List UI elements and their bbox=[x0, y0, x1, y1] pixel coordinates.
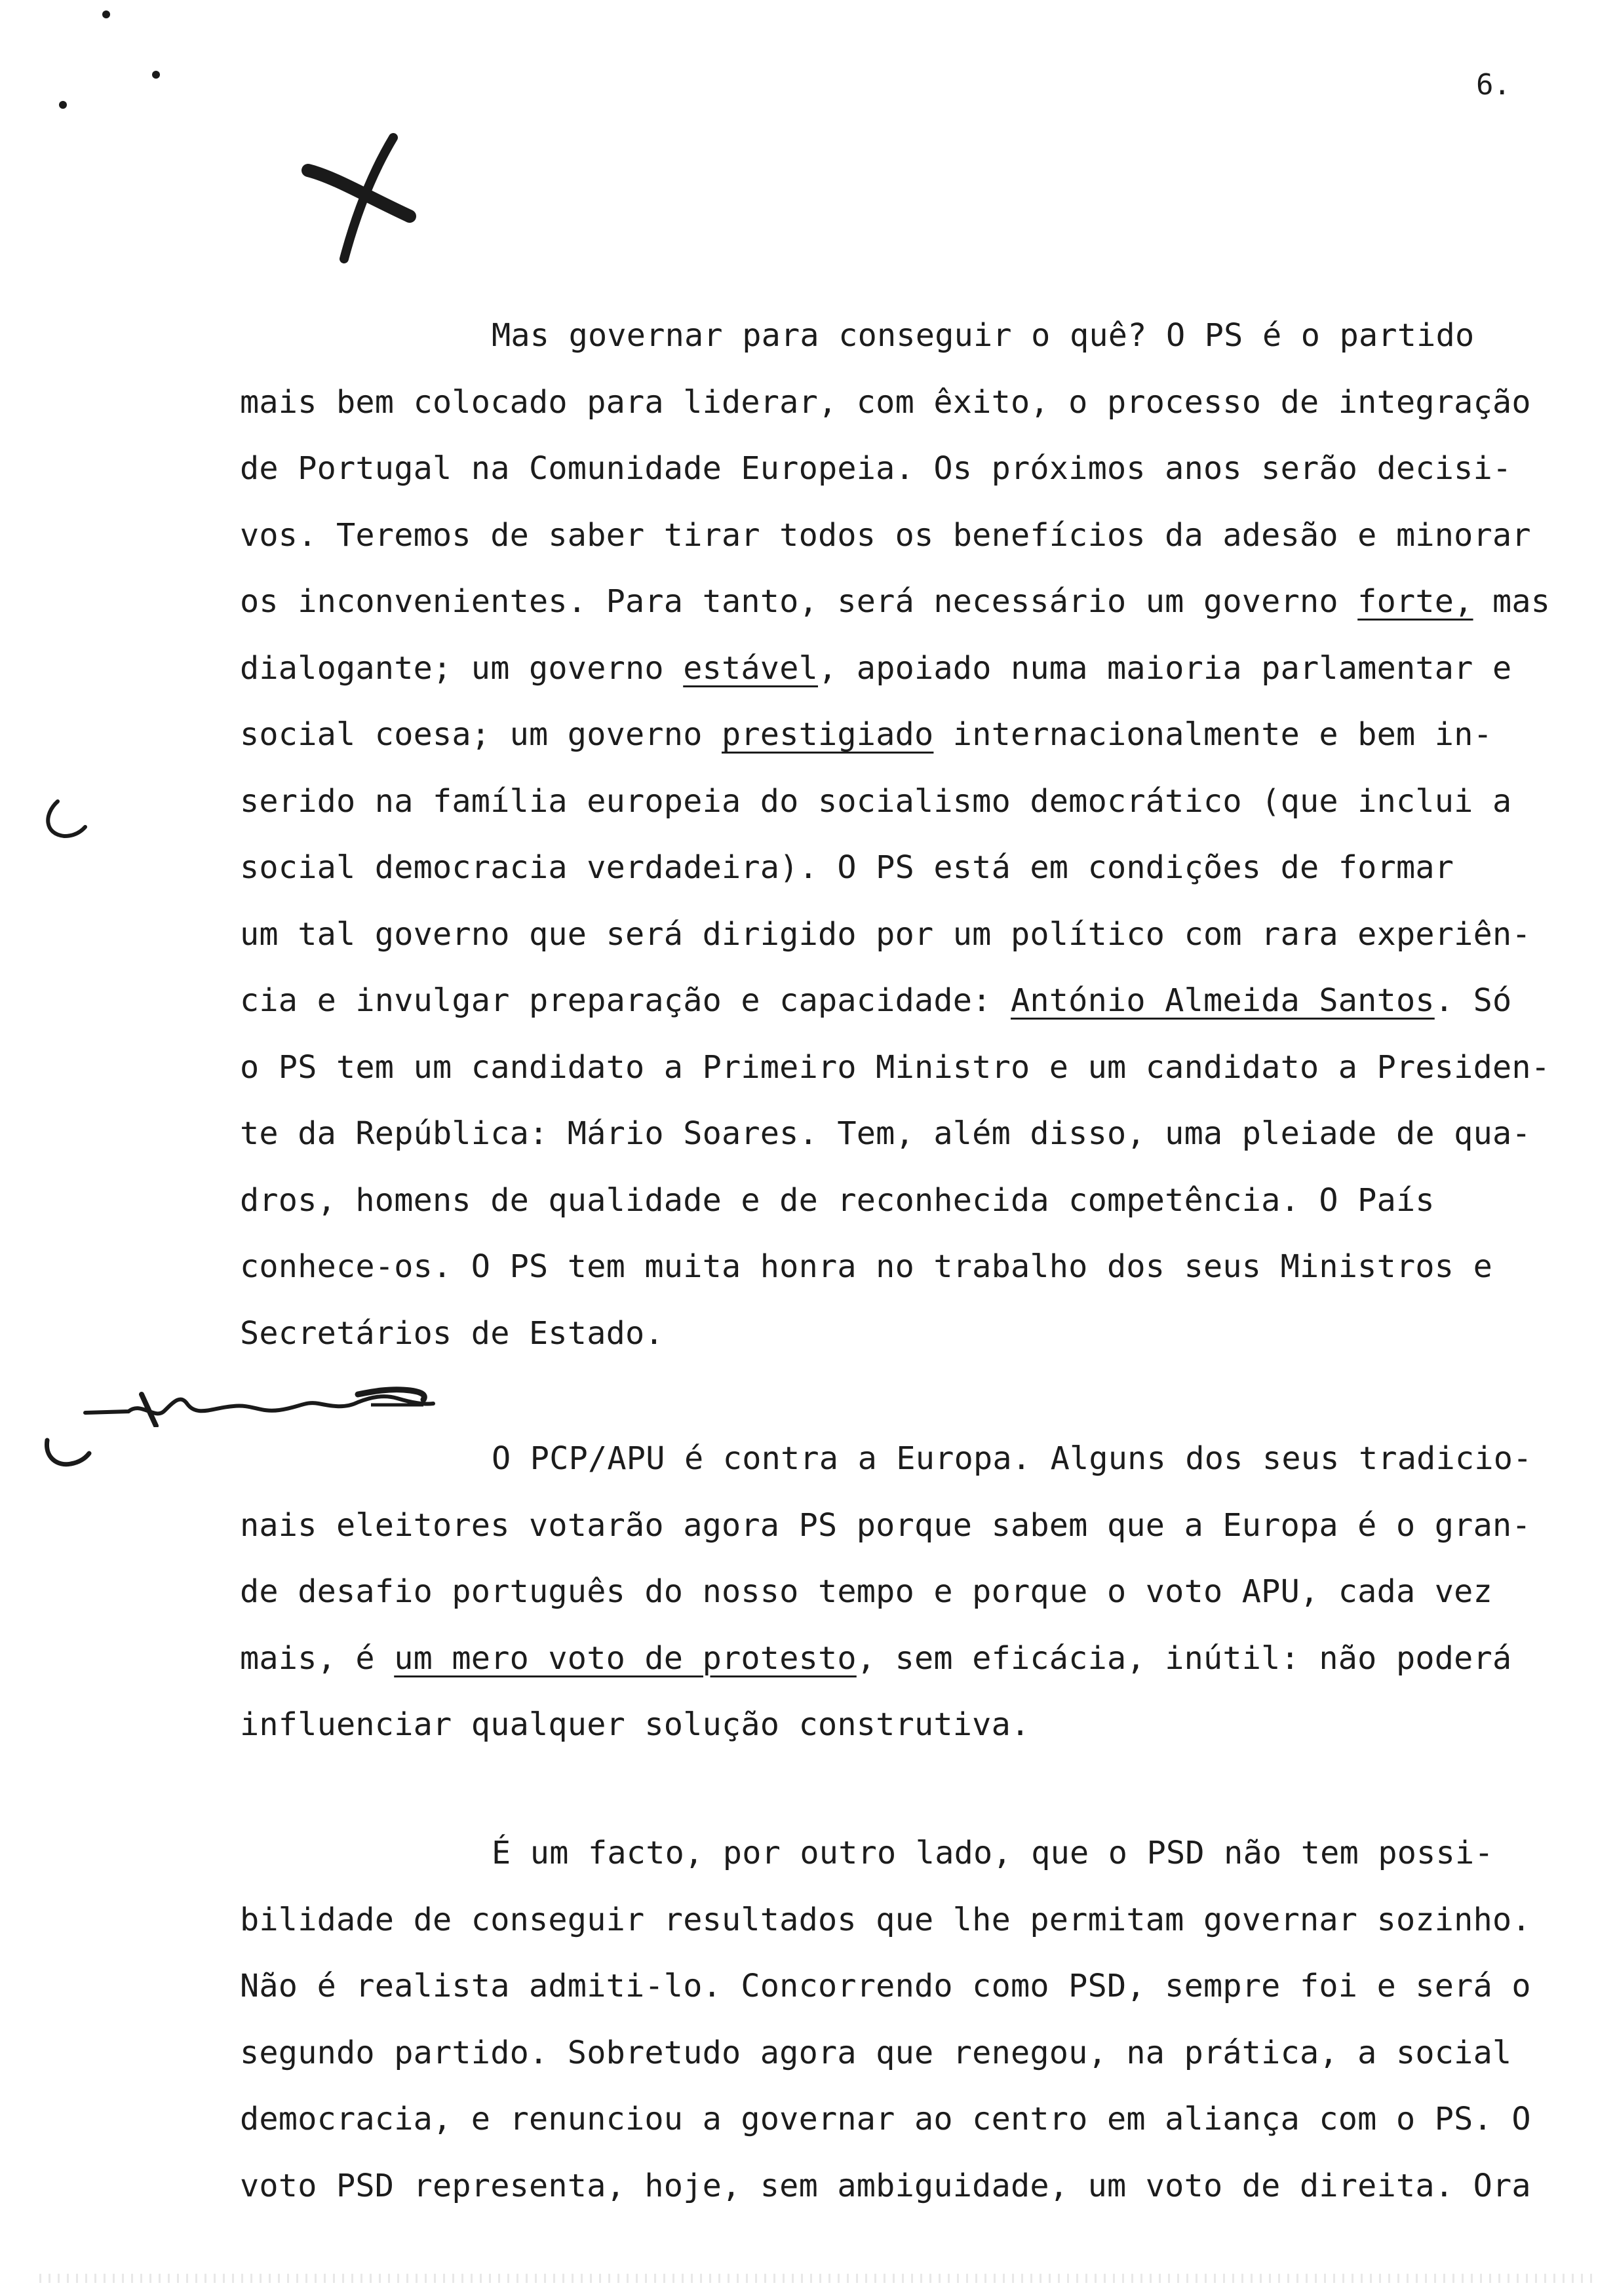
paragraph-3 bbox=[240, 1820, 1570, 2219]
text-fragment: os inconvenientes. Para tanto, será necessário um governo bbox=[240, 583, 1358, 620]
cross-mark-icon bbox=[295, 124, 426, 269]
text-line: dros, homens de qualidade e de reconhecida competência. O País bbox=[240, 1181, 1435, 1219]
page-number: 6. bbox=[1476, 68, 1511, 102]
text-line: te da República: Mário Soares. Tem, além disso, uma pleiade de qua- bbox=[240, 1115, 1531, 1152]
text-line: voto PSD representa, hoje, sem ambiguidade, um voto de direita. Ora bbox=[240, 2167, 1531, 2204]
text-line: democracia, e renunciou a governar ao centro em aliança com o PS. O bbox=[240, 2101, 1531, 2137]
margin-bracket-icon bbox=[38, 1435, 97, 1474]
scan-noise bbox=[39, 2274, 1599, 2283]
text-line: O PCP/APU é contra a Europa. Alguns dos seus tradicio- bbox=[492, 1440, 1532, 1477]
ink-dot bbox=[152, 71, 160, 79]
text-line bbox=[240, 1626, 1570, 1693]
underlined-phrase: um mero voto de protesto bbox=[394, 1639, 857, 1677]
text-fragment: mais, é bbox=[240, 1639, 395, 1677]
text-line bbox=[240, 968, 1570, 1035]
text-line: vos. Teremos de saber tirar todos os benefícios da adesão e minorar bbox=[240, 516, 1531, 554]
text-line bbox=[240, 636, 1570, 702]
text-line: É um facto, por outro lado, que o PSD não tem possi- bbox=[492, 1835, 1494, 1871]
text-line: segundo partido. Sobretudo agora que renegou, na prática, a social bbox=[240, 2034, 1512, 2071]
underlined-word: forte, bbox=[1357, 583, 1473, 620]
text-fragment: dialogante; um governo bbox=[240, 649, 684, 687]
text-line: serido na família europeia do socialismo democrático (que inclui a bbox=[240, 782, 1512, 820]
text-fragment: , apoiado numa maioria parlamentar e bbox=[818, 649, 1512, 687]
text-line: de Portugal na Comunidade Europeia. Os próximos anos serão decisi- bbox=[240, 450, 1512, 487]
paragraph-1 bbox=[240, 303, 1570, 1367]
text-line: social democracia verdadeira). O PS está em condições de formar bbox=[240, 849, 1454, 886]
text-fragment: cia e invulgar preparação e capacidade: bbox=[240, 982, 1011, 1019]
text-line bbox=[240, 569, 1570, 636]
text-line: um tal governo que será dirigido por um político com rara experiên- bbox=[240, 915, 1531, 953]
text-fragment: internacionalmente e bem in- bbox=[933, 716, 1492, 753]
text-line: bilidade de conseguir resultados que lhe permitam governar sozinho. bbox=[240, 1901, 1531, 1938]
text-line: de desafio português do nosso tempo e porque o voto APU, cada vez bbox=[240, 1573, 1492, 1610]
text-line: nais eleitores votarão agora PS porque sabem que a Europa é o gran- bbox=[240, 1506, 1531, 1544]
scribble-strikethrough-icon bbox=[83, 1375, 437, 1427]
text-line bbox=[240, 702, 1570, 769]
text-fragment: . Só bbox=[1434, 982, 1512, 1019]
paragraph-2 bbox=[240, 1426, 1570, 1759]
underlined-word: prestigiado bbox=[722, 716, 934, 753]
ink-dot bbox=[59, 101, 67, 109]
ink-dot bbox=[102, 10, 110, 18]
text-line: mais bem colocado para liderar, com êxito, o processo de integração bbox=[240, 383, 1531, 421]
underlined-name: António Almeida Santos bbox=[1010, 982, 1435, 1019]
text-fragment: social coesa; um governo bbox=[240, 716, 722, 753]
text-line: Não é realista admiti-lo. Concorrendo como PSD, sempre foi e será o bbox=[240, 1968, 1531, 2004]
text-line: influenciar qualquer solução construtiva. bbox=[240, 1706, 1030, 1743]
text-fragment: mas bbox=[1473, 583, 1551, 620]
text-line: o PS tem um candidato a Primeiro Ministro e um candidato a Presiden- bbox=[240, 1048, 1551, 1086]
underlined-word: estável bbox=[683, 649, 818, 687]
text-line: conhece-os. O PS tem muita honra no trabalho dos seus Ministros e bbox=[240, 1248, 1492, 1285]
text-line: Secretários de Estado. bbox=[240, 1314, 664, 1352]
text-fragment: , sem eficácia, inútil: não poderá bbox=[856, 1639, 1512, 1677]
text-line: Mas governar para conseguir o quê? O PS é o partido bbox=[492, 317, 1475, 354]
margin-bracket-icon bbox=[38, 798, 90, 844]
